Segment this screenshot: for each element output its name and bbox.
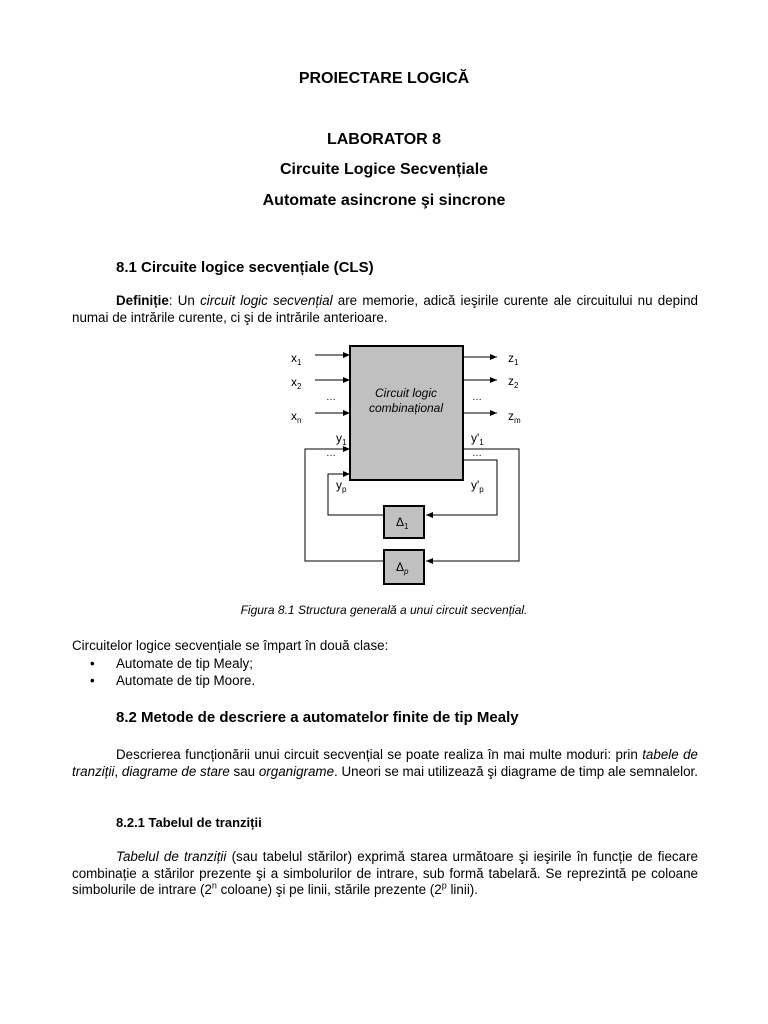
block-label-line1: Circuit logic: [374, 386, 438, 400]
input-dots: …: [326, 392, 336, 403]
figure-caption: Figura 8.1 Structura generală a unui circuit secvențial.: [240, 603, 528, 617]
section-8-2-1-paragraph: Tabelul de tranziții (sau tabelul stărilor) exprimă starea următoare şi ieşirile în funcție de fiecare combinație a stărilor prezente şi a simbolurilor de intrare, sub formă tabelară. Se reprezintă pe coloane simbolurile de intrare (2$^n$ coloane) şi pe linii, stările prezente (2$^p$ linii).: [72, 849, 698, 897]
classes-intro: Circuitelor logice secvențiale se împart în două clase:: [72, 638, 389, 653]
list-item: • Automate de tip Moore.: [72, 672, 255, 689]
state-in-dots: …: [326, 448, 336, 459]
output-dots: …: [472, 392, 482, 403]
input-label-xn: $x_n$: [291, 409, 302, 425]
input-label-x2: $x_2$: [291, 375, 302, 391]
input-label-x1: $x_1$: [291, 351, 302, 367]
classes-list: [72, 655, 255, 689]
lab-title: LABORATOR 8: [326, 131, 442, 148]
section-8-2-paragraph: Descrierea funcționării unui circuit secvențial se poate realiza în mai multe moduri: prin tabele de tranziții, diagrame de stare sau organigrame. Uneori se mai utilizează şi diagrame de timp ale semnalelor.: [72, 747, 698, 779]
output-label-z1: $z_1$: [508, 351, 519, 367]
state-out-label-y1: $y'_1$: [471, 431, 484, 447]
section-8-1-heading: 8.1 Circuite logice secvențiale (CLS): [116, 259, 374, 276]
definition-term: Definiție: [116, 293, 169, 308]
list-item: • Automate de tip Mealy;: [72, 655, 255, 672]
definition-italic-term: circuit logic secvențial: [200, 293, 333, 308]
state-in-label-yp: $y_p$: [336, 478, 347, 494]
section-8-2-1-heading: 8.2.1 Tabelul de tranziții: [116, 815, 262, 830]
output-label-zm: $z_m$: [508, 409, 521, 425]
state-out-dots: …: [472, 448, 482, 459]
output-label-z2: $z_2$: [508, 374, 519, 390]
definition-paragraph: Definiție: Un circuit logic secvențial are memorie, adică ieşirile curente ale circuitului nu depind numai de intrările curente, ci şi de intrările anterioare.: [72, 293, 698, 325]
document-title: PROIECTARE LOGICĂ: [298, 70, 470, 87]
lab-subtitle-2: Automate asincrone şi sincrone: [262, 192, 506, 209]
block-label-line2: combinațional: [368, 401, 444, 415]
section-8-2-heading: 8.2 Metode de descriere a automatelor finite de tip Mealy: [116, 709, 519, 726]
state-out-label-yp: $y'_p$: [471, 478, 484, 494]
state-in-label-y1: $y_1$: [336, 431, 347, 447]
delay-label-p: $\Delta_p$: [396, 560, 409, 576]
lab-subtitle-1: Circuite Logice Secvențiale: [279, 161, 489, 178]
delay-label-1: $\Delta_1$: [396, 515, 409, 531]
